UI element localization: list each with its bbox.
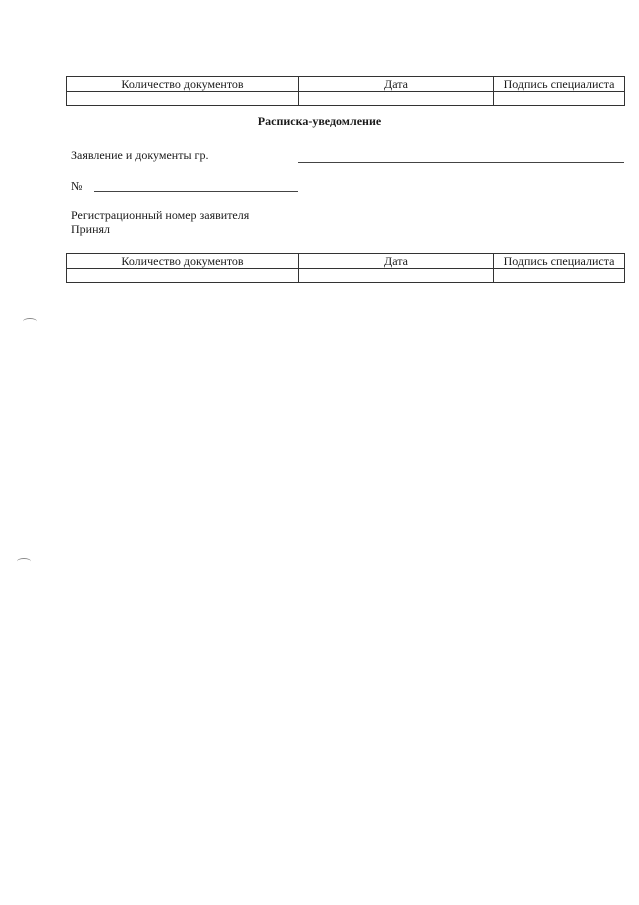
cell-date bbox=[299, 269, 494, 283]
header-signature: Подпись специалиста bbox=[494, 254, 625, 269]
accepted-label: Принял bbox=[71, 222, 111, 236]
cell-document-count bbox=[67, 92, 299, 106]
receipt-title: Расписка-уведомление bbox=[257, 114, 382, 128]
cell-document-count bbox=[67, 269, 299, 283]
documents-table-bottom bbox=[66, 253, 625, 283]
cell-signature bbox=[494, 269, 625, 283]
number-line bbox=[94, 191, 298, 192]
header-document-count: Количество документов bbox=[67, 77, 299, 92]
header-document-count: Количество документов bbox=[67, 254, 299, 269]
punch-hole-mark bbox=[17, 558, 31, 565]
number-label: № bbox=[71, 179, 83, 193]
header-signature: Подпись специалиста bbox=[494, 77, 625, 92]
punch-hole-mark bbox=[23, 318, 37, 325]
applicant-name-line bbox=[298, 162, 624, 163]
statement-label: Заявление и документы гр. bbox=[71, 148, 209, 162]
reg-number-label: Регистрационный номер заявителя bbox=[71, 208, 250, 222]
header-date: Дата bbox=[299, 77, 494, 92]
cell-signature bbox=[494, 92, 625, 106]
documents-table-top bbox=[66, 76, 625, 106]
cell-date bbox=[299, 92, 494, 106]
header-date: Дата bbox=[299, 254, 494, 269]
